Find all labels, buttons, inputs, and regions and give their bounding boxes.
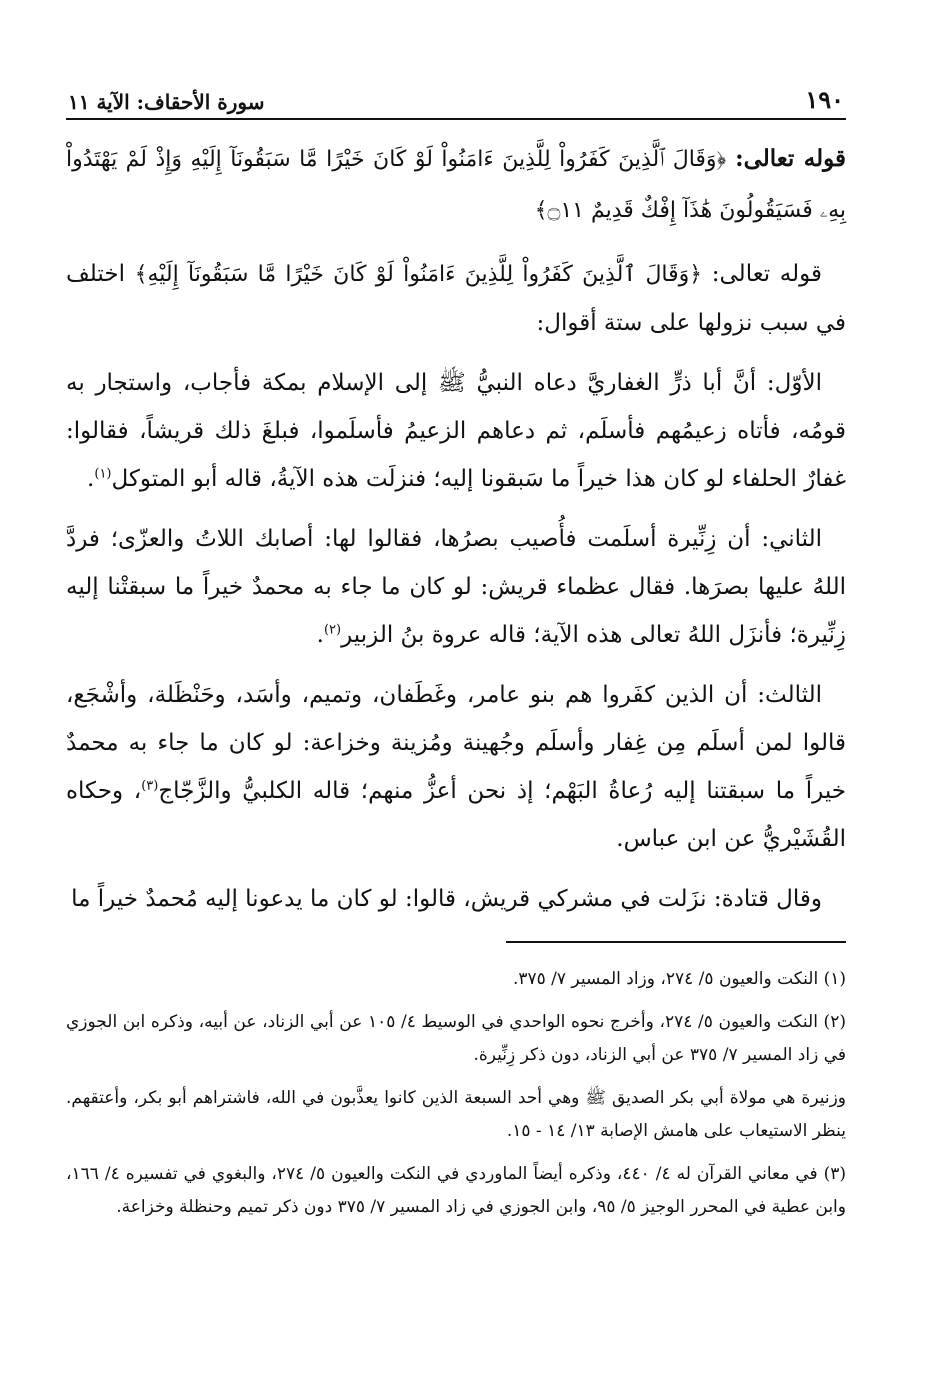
footnote-ref: (٢) [323,622,342,638]
intro-lead: قوله تعالى: [711,261,823,287]
paragraph-end: . [316,622,324,648]
verse-heading [66,134,846,236]
footnote-divider [506,941,846,943]
paragraph-fourth [66,875,846,923]
paragraph-second [66,515,846,659]
book-page [66,78,846,1234]
paragraph-text: الثاني: أن زِنِّيرة أسلَمت فأُصيب بصرُها، فقالوا لها: أصابك اللاتُ والعزّى؛ فردَّ اللهُ عليها بصرَها. فقال عظماء قريش: لو كان ما جاء به محمدٌ خيراً ما سبقتْنا إليه زِنِّيرة؛ فأنزَل اللهُ تعالى هذه الآية؛ قاله عروة بنُ الزبير [66,526,846,648]
paragraph-first [66,359,846,503]
footnote-3: (٣) في معاني القرآن له ٤/ ٤٤٠، وذكره أيضاً الماوردي في النكت والعيون ٥/ ٢٧٤، والبغوي في تفسيره ٤/ ١٦٦، وابن عطية في المحرر الوجيز ٥/ ٩٥، وابن الجوزي في زاد المسير ٧/ ٣٧٥ دون ذكر تميم وحنظلة وخزاعة. [66,1164,847,1217]
verse-lead: قوله تعالى: [735,145,847,172]
page-header [66,78,846,120]
page-number: ١٩٠ [805,85,844,114]
intro-rest: اختلف في سبب نزولها على ستة أقوال: [66,261,846,336]
verse-text: ﴿وَقَالَ ٱلَّذِينَ كَفَرُواْ لِلَّذِينَ ءَامَنُواْ لَوْ كَانَ خَيْرًا مَّا سَبَقُونَآ إِلَيْهِ وَإِذْ لَمْ يَهْتَدُواْ بِهِۦ فَسَيَقُولُونَ هَٰذَآ إِفْكٌ قَدِيمٌ ۝١١﴾ [66,147,846,223]
paragraph-third [66,671,846,863]
intro-paragraph [66,250,846,347]
intro-quote: ﴿وَقَالَ ٱلَّذِينَ كَفَرُواْ لِلَّذِينَ ءَامَنُواْ لَوْ كَانَ خَيْرًا مَّا سَبَقُونَآ إِلَيْهِ﴾ [134,262,703,287]
paragraph-text: الثالث: أن الذين كفَروا هم بنو عامر، وغَطَفان، وتميم، وأسَد، وحَنْظَلة، وأشْجَع، قالوا لمن أسلَم مِن غِفار وأسلَم وجُهينة ومُزينة وخزاعة: لو كان ما جاء به محمدٌ خيراً ما سبقتنا إليه رُعاةُ البَهْم؛ إذ نحن أعزُّ منهم؛ قاله الكلبيُّ والزَّجّاج [66,682,846,804]
main-text [66,134,846,923]
footnote-2: (٢) النكت والعيون ٥/ ٢٧٤، وأخرج نحوه الواحدي في الوسيط ٤/ ١٠٥ عن أبي الزناد، عن أبيه، وذكره ابن الجوزي في زاد المسير ٧/ ٣٧٥ عن أبي الزناد، دون ذكر زِنِّيرة. [66,1012,846,1065]
footnote-ref: (٣) [141,778,159,794]
footnotes [66,963,846,1224]
paragraph-end: . [87,466,95,492]
running-title: سورة الأحقاف: الآية ١١ [68,90,265,114]
paragraph-text: وقال قتادة: نزَلت في مشركي قريش، قالوا: لو كان ما يدعونا إليه مُحمدٌ خيراً ما [71,886,822,912]
paragraph-text: الأوّل: أنَّ أبا ذرٍّ الغفاريَّ دعاه النبيُّ ﷺ إلى الإسلام بمكة فأجاب، واستجار به قومُه، فأتاه زعيمُهم فأسلَم، ثم دعاهم الزعيمُ فأسلَموا، فبلغَ ذلك قريشاً، فقالوا: غفارٌ الحلفاء لو كان هذا خيراً ما سَبقونا إليه؛ فنزلَت هذه الآيةُ، قاله أبو المتوكل [66,370,846,492]
footnote-1: (١) النكت والعيون ٥/ ٢٧٤، وزاد المسير ٧/ ٣٧٥. [512,969,846,989]
paragraph-end: ، وحكاه القُشَيْريُّ عن ابن عباس. [66,778,846,852]
footnote-ref: (١) [94,466,112,482]
footnote-2-note: وزنيرة هي مولاة أبي بكر الصديق ﷺ وهي أحد السبعة الذين كانوا يعذَّبون في الله، فاشتراهم أبو بكر، وأعتقهم. ينظر الاستيعاب على هامش الإصابة ١٣/ ١٤ - ١٥. [66,1088,846,1141]
